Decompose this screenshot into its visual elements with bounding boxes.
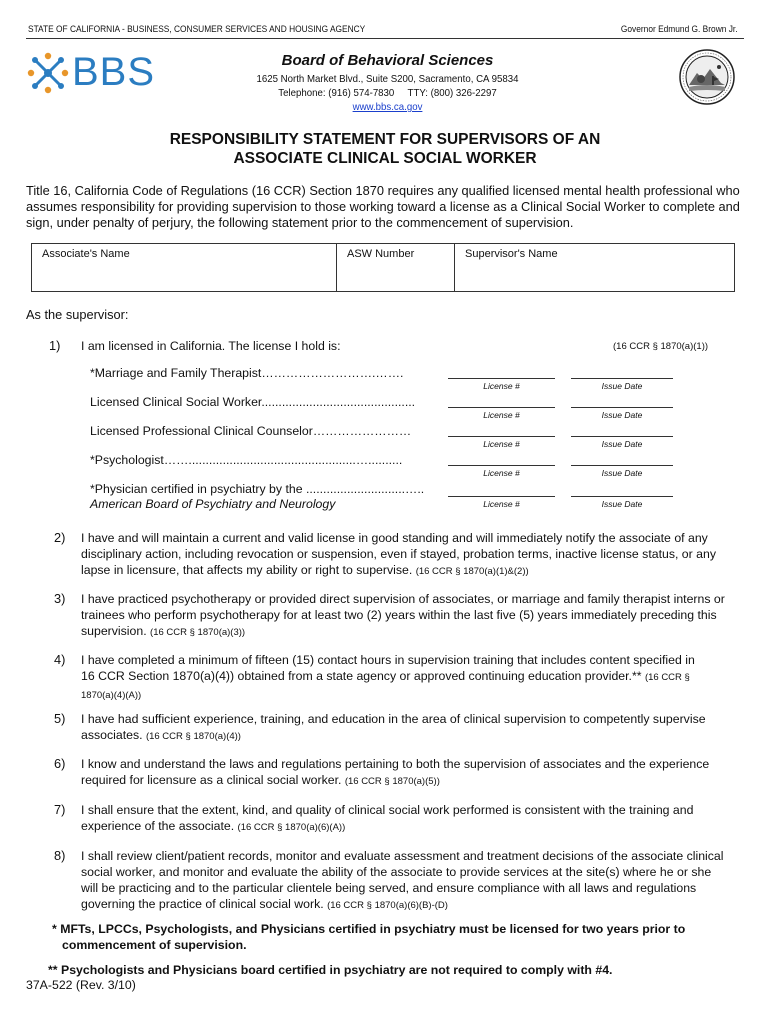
license-number-input-psychologist[interactable]: [448, 465, 555, 466]
footnote-double-asterisk: ** Psychologists and Physicians board certified in psychiatry are not required to comply with #4.: [48, 963, 613, 977]
item-7-number: 7): [54, 802, 66, 817]
license-number-input-lpcc[interactable]: [448, 436, 555, 437]
associate-name-field[interactable]: [32, 244, 337, 291]
item-8-number: 8): [54, 848, 66, 863]
supervisor-name-label: Supervisor's Name: [465, 248, 558, 260]
issue-date-input-physician[interactable]: [571, 496, 673, 497]
license-number-input-mft[interactable]: [448, 378, 555, 379]
license-number-caption: License #: [483, 439, 520, 449]
issue-date-input-lpcc[interactable]: [571, 436, 673, 437]
license-physician-label: *Physician certified in psychiatry by the .............................…..: [90, 482, 425, 496]
item-5-citation: (16 CCR § 1870(a)(4)): [145, 731, 241, 742]
item-5-number: 5): [54, 711, 66, 726]
as-supervisor-heading: As the supervisor:: [26, 307, 129, 322]
board-name: Board of Behavioral Sciences: [281, 52, 494, 69]
issue-date-input-psychologist[interactable]: [571, 465, 673, 466]
license-mft-label: *Marriage and Family Therapist……………………….…….: [90, 366, 404, 380]
license-number-input-lcsw[interactable]: [448, 407, 555, 408]
board-address: 1625 North Market Blvd., Suite S200, Sacramento, CA 95834: [256, 73, 519, 85]
form-title-line1: RESPONSIBILITY STATEMENT FOR SUPERVISORS OF AN: [169, 131, 601, 148]
license-lpcc-label: Licensed Professional Clinical Counselor……………………: [90, 424, 412, 438]
item-4-number: 4): [54, 652, 66, 667]
intro-paragraph: Title 16, California Code of Regulations (16 CCR) Section 1870 requires any qualified licensed mental health professional who assumes responsibility for providing supervision to those working toward a license as a Clinical Social Worker to complete and sign, under penalty of perjury, the following statement prior to the commencement of supervision.: [26, 183, 740, 230]
item-4-text: I have completed a minimum of fifteen (15) contact hours in supervision training that includes content specified in 16 CCR Section 1870(a)(4)) obtained from a state agency or approved continuing education provider.** (16 CCR § 1870(a)(4)(A)): [81, 653, 695, 701]
issue-date-caption: Issue Date: [601, 439, 643, 449]
item-8-citation: (16 CCR § 1870(a)(6)(B)-(D): [327, 900, 448, 911]
agency-header-bar: [26, 18, 744, 39]
item-6-number: 6): [54, 756, 66, 771]
issue-date-caption: Issue Date: [601, 381, 643, 391]
item-8-text: I shall review client/patient records, monitor and evaluate assessment and treatment decisions of the associate clinical social worker, and monitor and evaluate the ability of the associate to provide services at the site(s) where he or she will be practicing and to the particular clientele being served, and ensure compliance with all laws and regulations governing the practice of clinical social work. (16 CCR § 1870(a)(6)(B)-(D): [81, 849, 724, 911]
supervisor-info-table: [31, 243, 735, 292]
footnote-single-asterisk: * MFTs, LPCCs, Psychologists, and Physicians certified in psychiatry must be licensed for two years prior to commencement of supervision.: [52, 922, 686, 952]
item-6-text: I know and understand the laws and regulations pertaining to both the supervision of associates and the experience required for licensure as a clinical social worker. (16 CCR § 1870(a)(5)): [81, 757, 710, 787]
item-2-citation: (16 CCR § 1870(a)(1)&(2)): [415, 566, 529, 577]
issue-date-caption: Issue Date: [601, 499, 643, 509]
form-number: 37A-522 (Rev. 3/10): [26, 978, 136, 992]
item-2-text: I have and will maintain a current and valid license in good standing and will immediately notify the associate of any disciplinary action, including revocation or suspension, even if stayed, probation terms, inactive license status, or any lapse in licensure, that affects my ability or right to supervise. (16 CCR § 1870(a)(1)&(2)): [81, 531, 716, 577]
issue-date-caption: Issue Date: [601, 468, 643, 478]
license-number-input-physician[interactable]: [448, 496, 555, 497]
item-6-citation: (16 CCR § 1870(a)(5)): [344, 776, 440, 787]
license-number-caption: License #: [483, 499, 520, 509]
item-4-citation: (16 CCR § 1870(a)(4)(A)): [81, 672, 690, 701]
bbs-logo-icon: [27, 52, 69, 94]
license-number-caption: License #: [483, 410, 520, 420]
item-7-citation: (16 CCR § 1870(a)(6)(A)): [237, 822, 346, 833]
license-psychologist-label: *Psychologist…….................................................…..........: [90, 453, 403, 467]
item-1-text: I am licensed in California. The license I hold is:: [81, 339, 341, 353]
item-5-text: I have had sufficient experience, training, and education in the area of clinical supervision to competently supervise associates. (16 CCR § 1870(a)(4)): [81, 712, 706, 742]
item-1-citation: (16 CCR § 1870(a)(1)): [613, 341, 709, 352]
form-title-line2: ASSOCIATE CLINICAL SOCIAL WORKER: [233, 150, 537, 167]
issue-date-input-mft[interactable]: [571, 378, 673, 379]
supervisor-name-field[interactable]: [455, 244, 734, 291]
california-seal-icon: [679, 49, 735, 105]
associate-name-label: Associate's Name: [42, 248, 130, 260]
item-2-number: 2): [54, 530, 66, 545]
item-3-number: 3): [54, 591, 66, 606]
asw-number-label: ASW Number: [347, 248, 415, 260]
license-physician-board-label: American Board of Psychiatry and Neurology: [90, 497, 336, 511]
item-1-number: 1): [49, 338, 61, 353]
license-lcsw-label: Licensed Clinical Social Worker.............................................: [90, 395, 416, 409]
license-number-caption: License #: [483, 468, 520, 478]
issue-date-input-lcsw[interactable]: [571, 407, 673, 408]
agency-name: STATE OF CALIFORNIA - BUSINESS, CONSUMER SERVICES AND HOUSING AGENCY: [28, 24, 366, 35]
board-phone: Telephone: (916) 574-7830 TTY: (800) 326-2297: [278, 87, 497, 99]
item-3-text: I have practiced psychotherapy or provided direct supervision of associates, or marriage and family therapist interns or trainees who perform psychotherapy for at least two (2) years within the last five (5) years immediately preceding this supervision. (16 CCR § 1870(a)(3)): [81, 592, 725, 638]
license-number-caption: License #: [483, 381, 520, 391]
governor-name: Governor Edmund G. Brown Jr.: [621, 24, 738, 35]
bbs-logo-text: BBS: [72, 50, 156, 94]
issue-date-caption: Issue Date: [601, 410, 643, 420]
item-7-text: I shall ensure that the extent, kind, and quality of clinical social work performed is consistent with the training and experience of the associate. (16 CCR § 1870(a)(6)(A)): [81, 803, 694, 833]
form-title: [60, 130, 710, 168]
item-3-citation: (16 CCR § 1870(a)(3)): [150, 627, 246, 638]
asw-number-field[interactable]: [337, 244, 455, 291]
board-website-link[interactable]: www.bbs.ca.gov: [352, 101, 423, 113]
board-address-block: [200, 72, 575, 114]
